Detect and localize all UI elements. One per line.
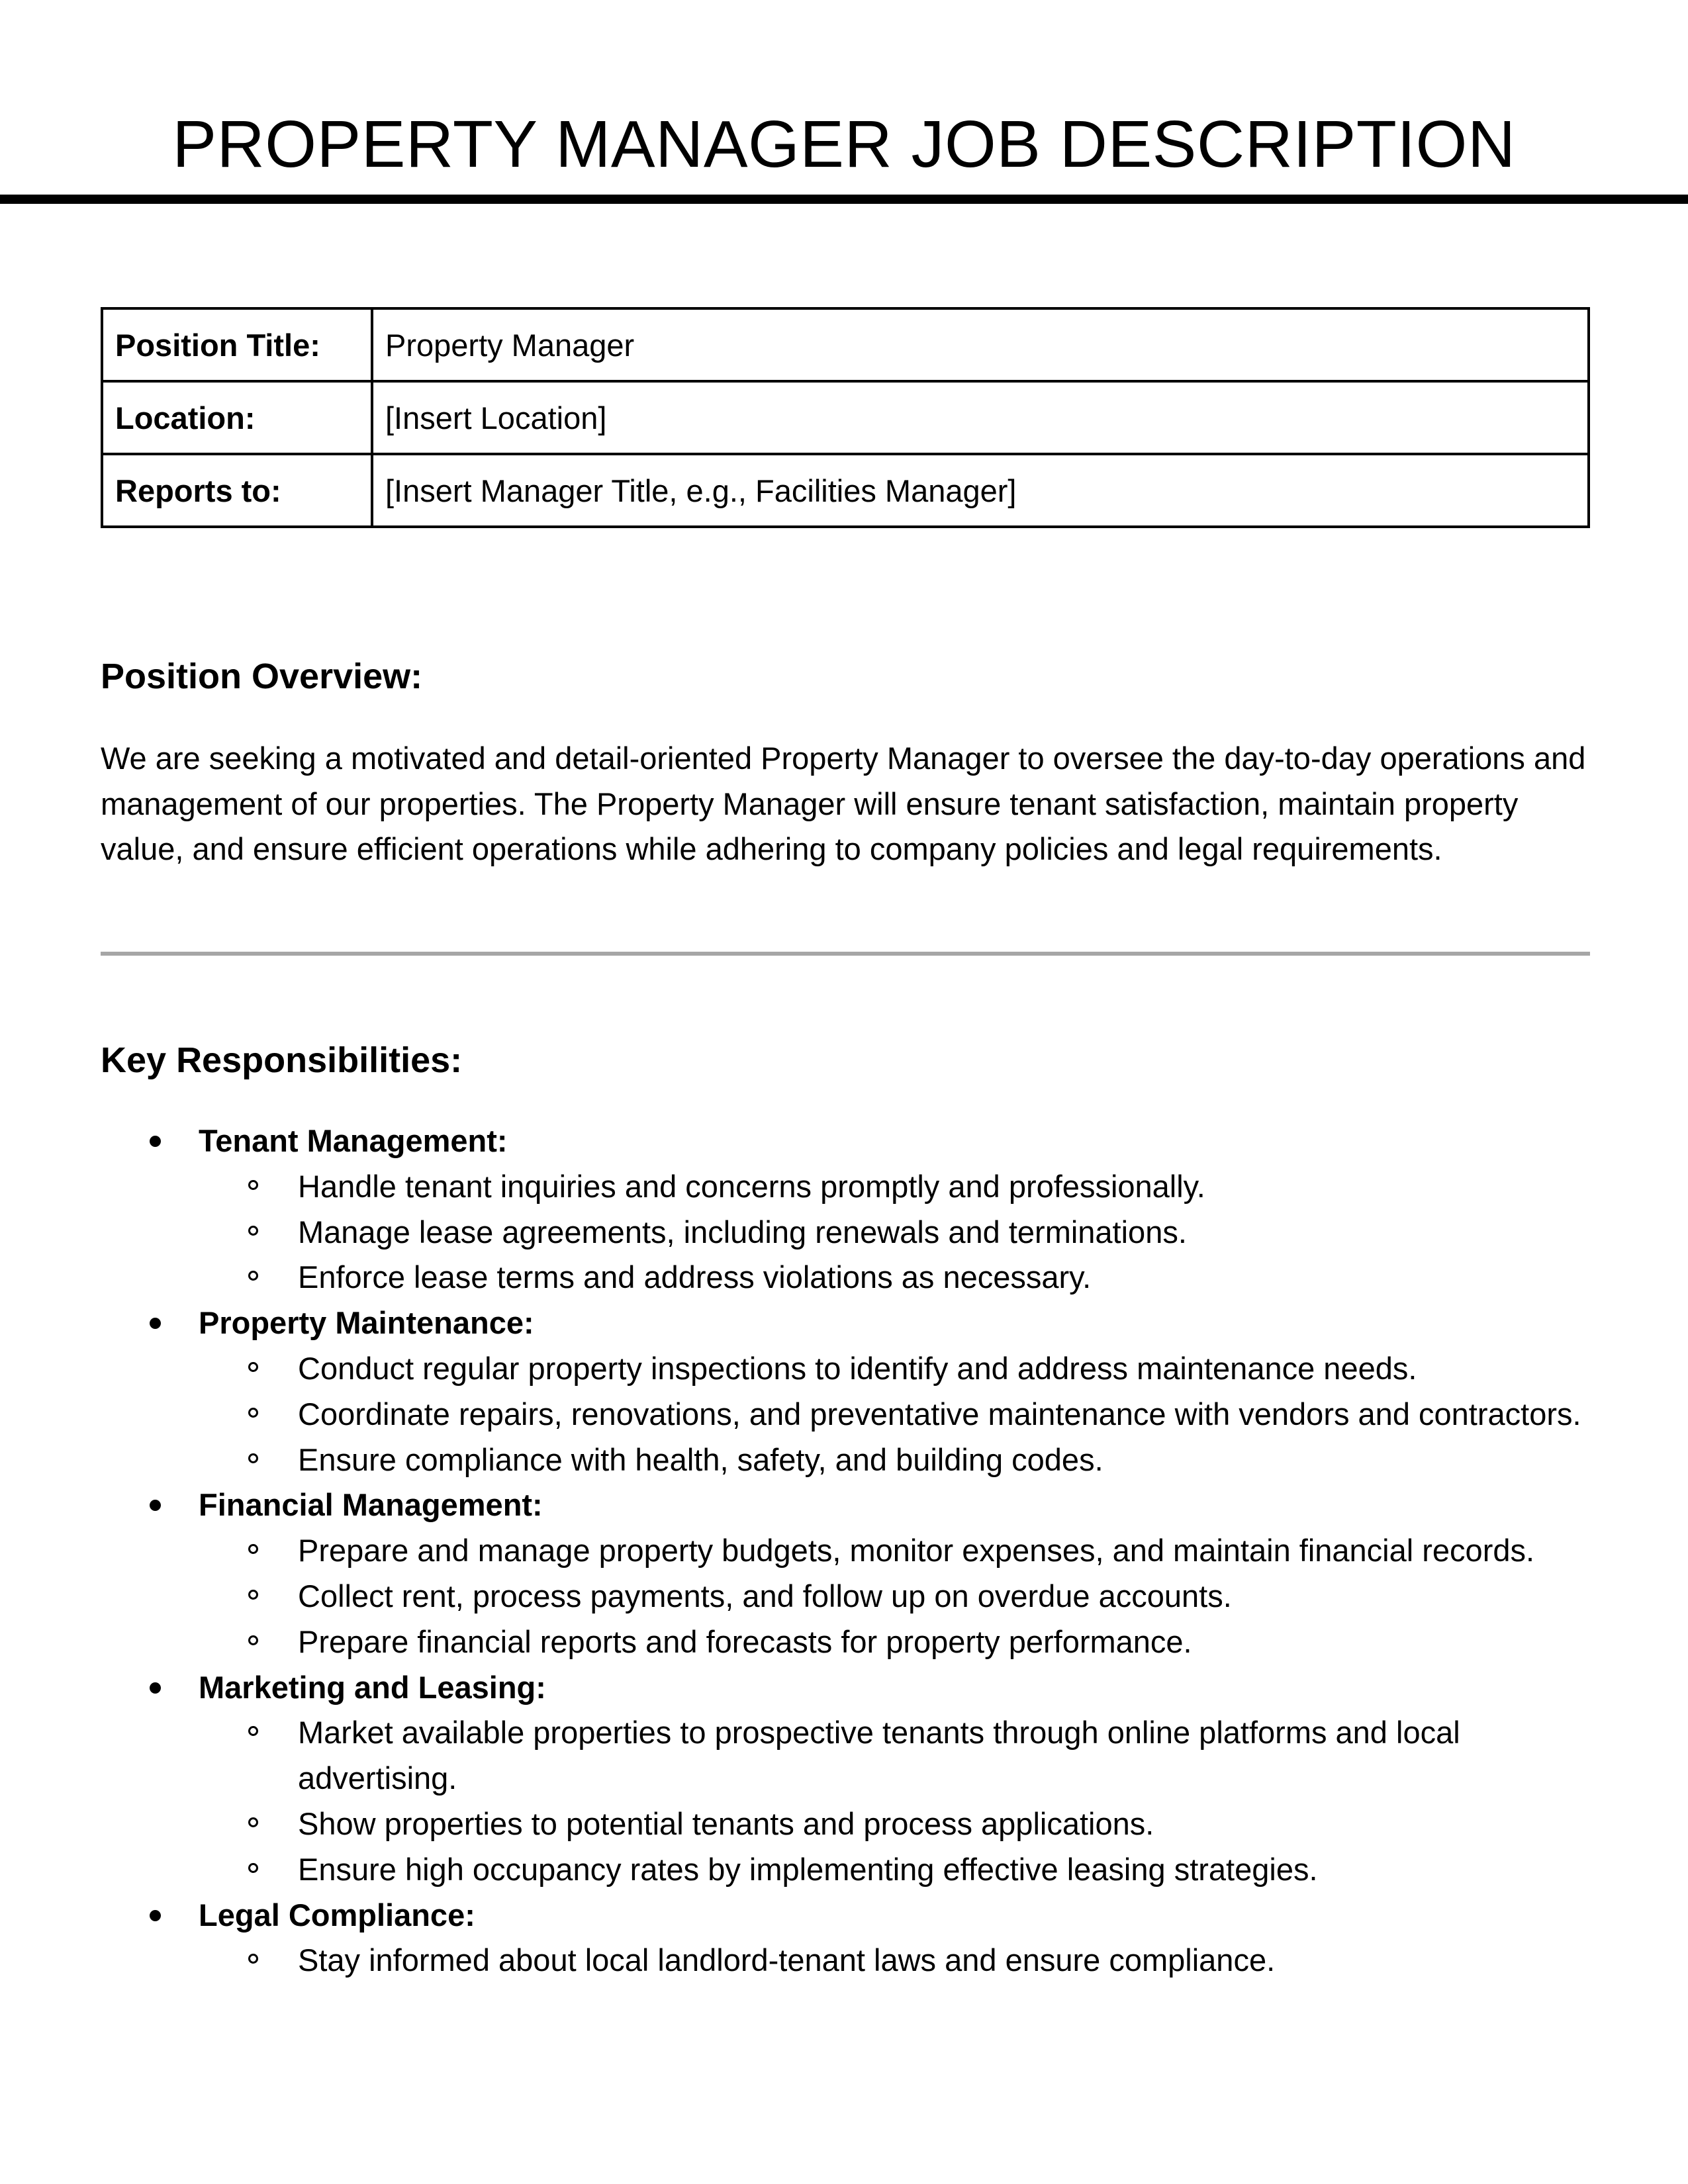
- responsibilities-heading: Key Responsibilities:: [101, 1040, 463, 1080]
- list-item-text: Prepare financial reports and forecasts for property performance.: [298, 1623, 1192, 1659]
- hollow-bullet-icon: [248, 1453, 258, 1463]
- list-item: [199, 1847, 1597, 1893]
- table-row: [102, 454, 1589, 527]
- hollow-bullet-icon: [248, 1726, 258, 1736]
- list-item: [199, 1210, 1597, 1255]
- hollow-bullet-icon: [248, 1635, 258, 1645]
- category-label-legal-compliance: Legal Compliance:: [199, 1897, 475, 1933]
- reports-to-value: [Insert Manager Title, e.g., Facilities Manager]: [372, 454, 1589, 527]
- list-item-text: Enforce lease terms and address violations as necessary.: [298, 1259, 1092, 1295]
- list-item-text: Market available properties to prospective tenants through online platforms and local advertising.: [298, 1715, 1460, 1796]
- list-item: [199, 1164, 1597, 1210]
- list-item-text: Manage lease agreements, including renewals and terminations.: [298, 1214, 1187, 1250]
- list-item-text: Ensure high occupancy rates by implementing effective leasing strategies.: [298, 1851, 1318, 1887]
- list-item: [199, 1574, 1597, 1619]
- list-item-text: Coordinate repairs, renovations, and preventative maintenance with vendors and contractors.: [298, 1396, 1581, 1432]
- position-title-value: Property Manager: [372, 308, 1589, 381]
- hollow-bullet-icon: [248, 1408, 258, 1418]
- list-item: [101, 1300, 1597, 1482]
- list-item-text: Ensure compliance with health, safety, and building codes.: [298, 1441, 1103, 1477]
- list-item: [199, 1392, 1597, 1437]
- list-item: [101, 1893, 1597, 1984]
- table-row: [102, 381, 1589, 454]
- bullet-icon: [150, 1682, 161, 1694]
- sub-list: [199, 1938, 1597, 1983]
- sub-list: [199, 1164, 1597, 1300]
- list-item: [199, 1801, 1597, 1847]
- list-item-text: Prepare and manage property budgets, monitor expenses, and maintain financial records.: [298, 1533, 1535, 1569]
- location-label: Location:: [102, 381, 372, 454]
- bullet-icon: [150, 1500, 161, 1511]
- list-item: [199, 1710, 1597, 1801]
- list-item-text: Collect rent, process payments, and follow up on overdue accounts.: [298, 1578, 1232, 1614]
- list-item: [199, 1528, 1597, 1574]
- sub-list: [199, 1528, 1597, 1664]
- category-label-financial-management: Financial Management:: [199, 1487, 543, 1523]
- bullet-icon: [150, 1910, 161, 1921]
- sub-list: [199, 1346, 1597, 1482]
- location-value: [Insert Location]: [372, 381, 1589, 454]
- hollow-bullet-icon: [248, 1226, 258, 1236]
- hollow-bullet-icon: [248, 1817, 258, 1827]
- hollow-bullet-icon: [248, 1590, 258, 1600]
- position-info-table: [101, 307, 1590, 528]
- list-item: [199, 1437, 1597, 1483]
- hollow-bullet-icon: [248, 1954, 258, 1964]
- category-label-tenant-management: Tenant Management:: [199, 1123, 508, 1158]
- title-underline: [0, 195, 1688, 204]
- hollow-bullet-icon: [248, 1271, 258, 1281]
- list-item-text: Show properties to potential tenants and process applications.: [298, 1805, 1154, 1841]
- hollow-bullet-icon: [248, 1180, 258, 1190]
- overview-heading: Position Overview:: [101, 657, 423, 696]
- bullet-icon: [150, 1136, 161, 1147]
- list-item: [101, 1118, 1597, 1300]
- responsibilities-list: [101, 1118, 1597, 1983]
- list-item: [199, 1619, 1597, 1665]
- list-item: [199, 1346, 1597, 1392]
- list-item-text: Stay informed about local landlord-tenant laws and ensure compliance.: [298, 1942, 1276, 1978]
- hollow-bullet-icon: [248, 1863, 258, 1873]
- list-item: [101, 1665, 1597, 1893]
- table-row: [102, 308, 1589, 381]
- hollow-bullet-icon: [248, 1544, 258, 1554]
- list-item: [199, 1255, 1597, 1300]
- list-item-text: Conduct regular property inspections to identify and address maintenance needs.: [298, 1350, 1417, 1386]
- sub-list: [199, 1710, 1597, 1892]
- section-divider: [101, 952, 1590, 956]
- list-item: [199, 1938, 1597, 1983]
- overview-paragraph: We are seeking a motivated and detail-oriented Property Manager to oversee the day-to-day operations and management of our properties. The Property Manager will ensure tenant satisfaction, maintain property value, and ensure efficient operations while adhering to company policies and legal requirements.: [101, 741, 1586, 866]
- reports-to-label: Reports to:: [102, 454, 372, 527]
- position-title-label: Position Title:: [102, 308, 372, 381]
- category-label-marketing-and-leasing: Marketing and Leasing:: [199, 1669, 546, 1705]
- page-title: PROPERTY MANAGER JOB DESCRIPTION: [172, 107, 1516, 181]
- list-item: [101, 1482, 1597, 1664]
- category-label-property-maintenance: Property Maintenance:: [199, 1305, 534, 1341]
- hollow-bullet-icon: [248, 1362, 258, 1372]
- bullet-icon: [150, 1318, 161, 1329]
- list-item-text: Handle tenant inquiries and concerns promptly and professionally.: [298, 1168, 1205, 1204]
